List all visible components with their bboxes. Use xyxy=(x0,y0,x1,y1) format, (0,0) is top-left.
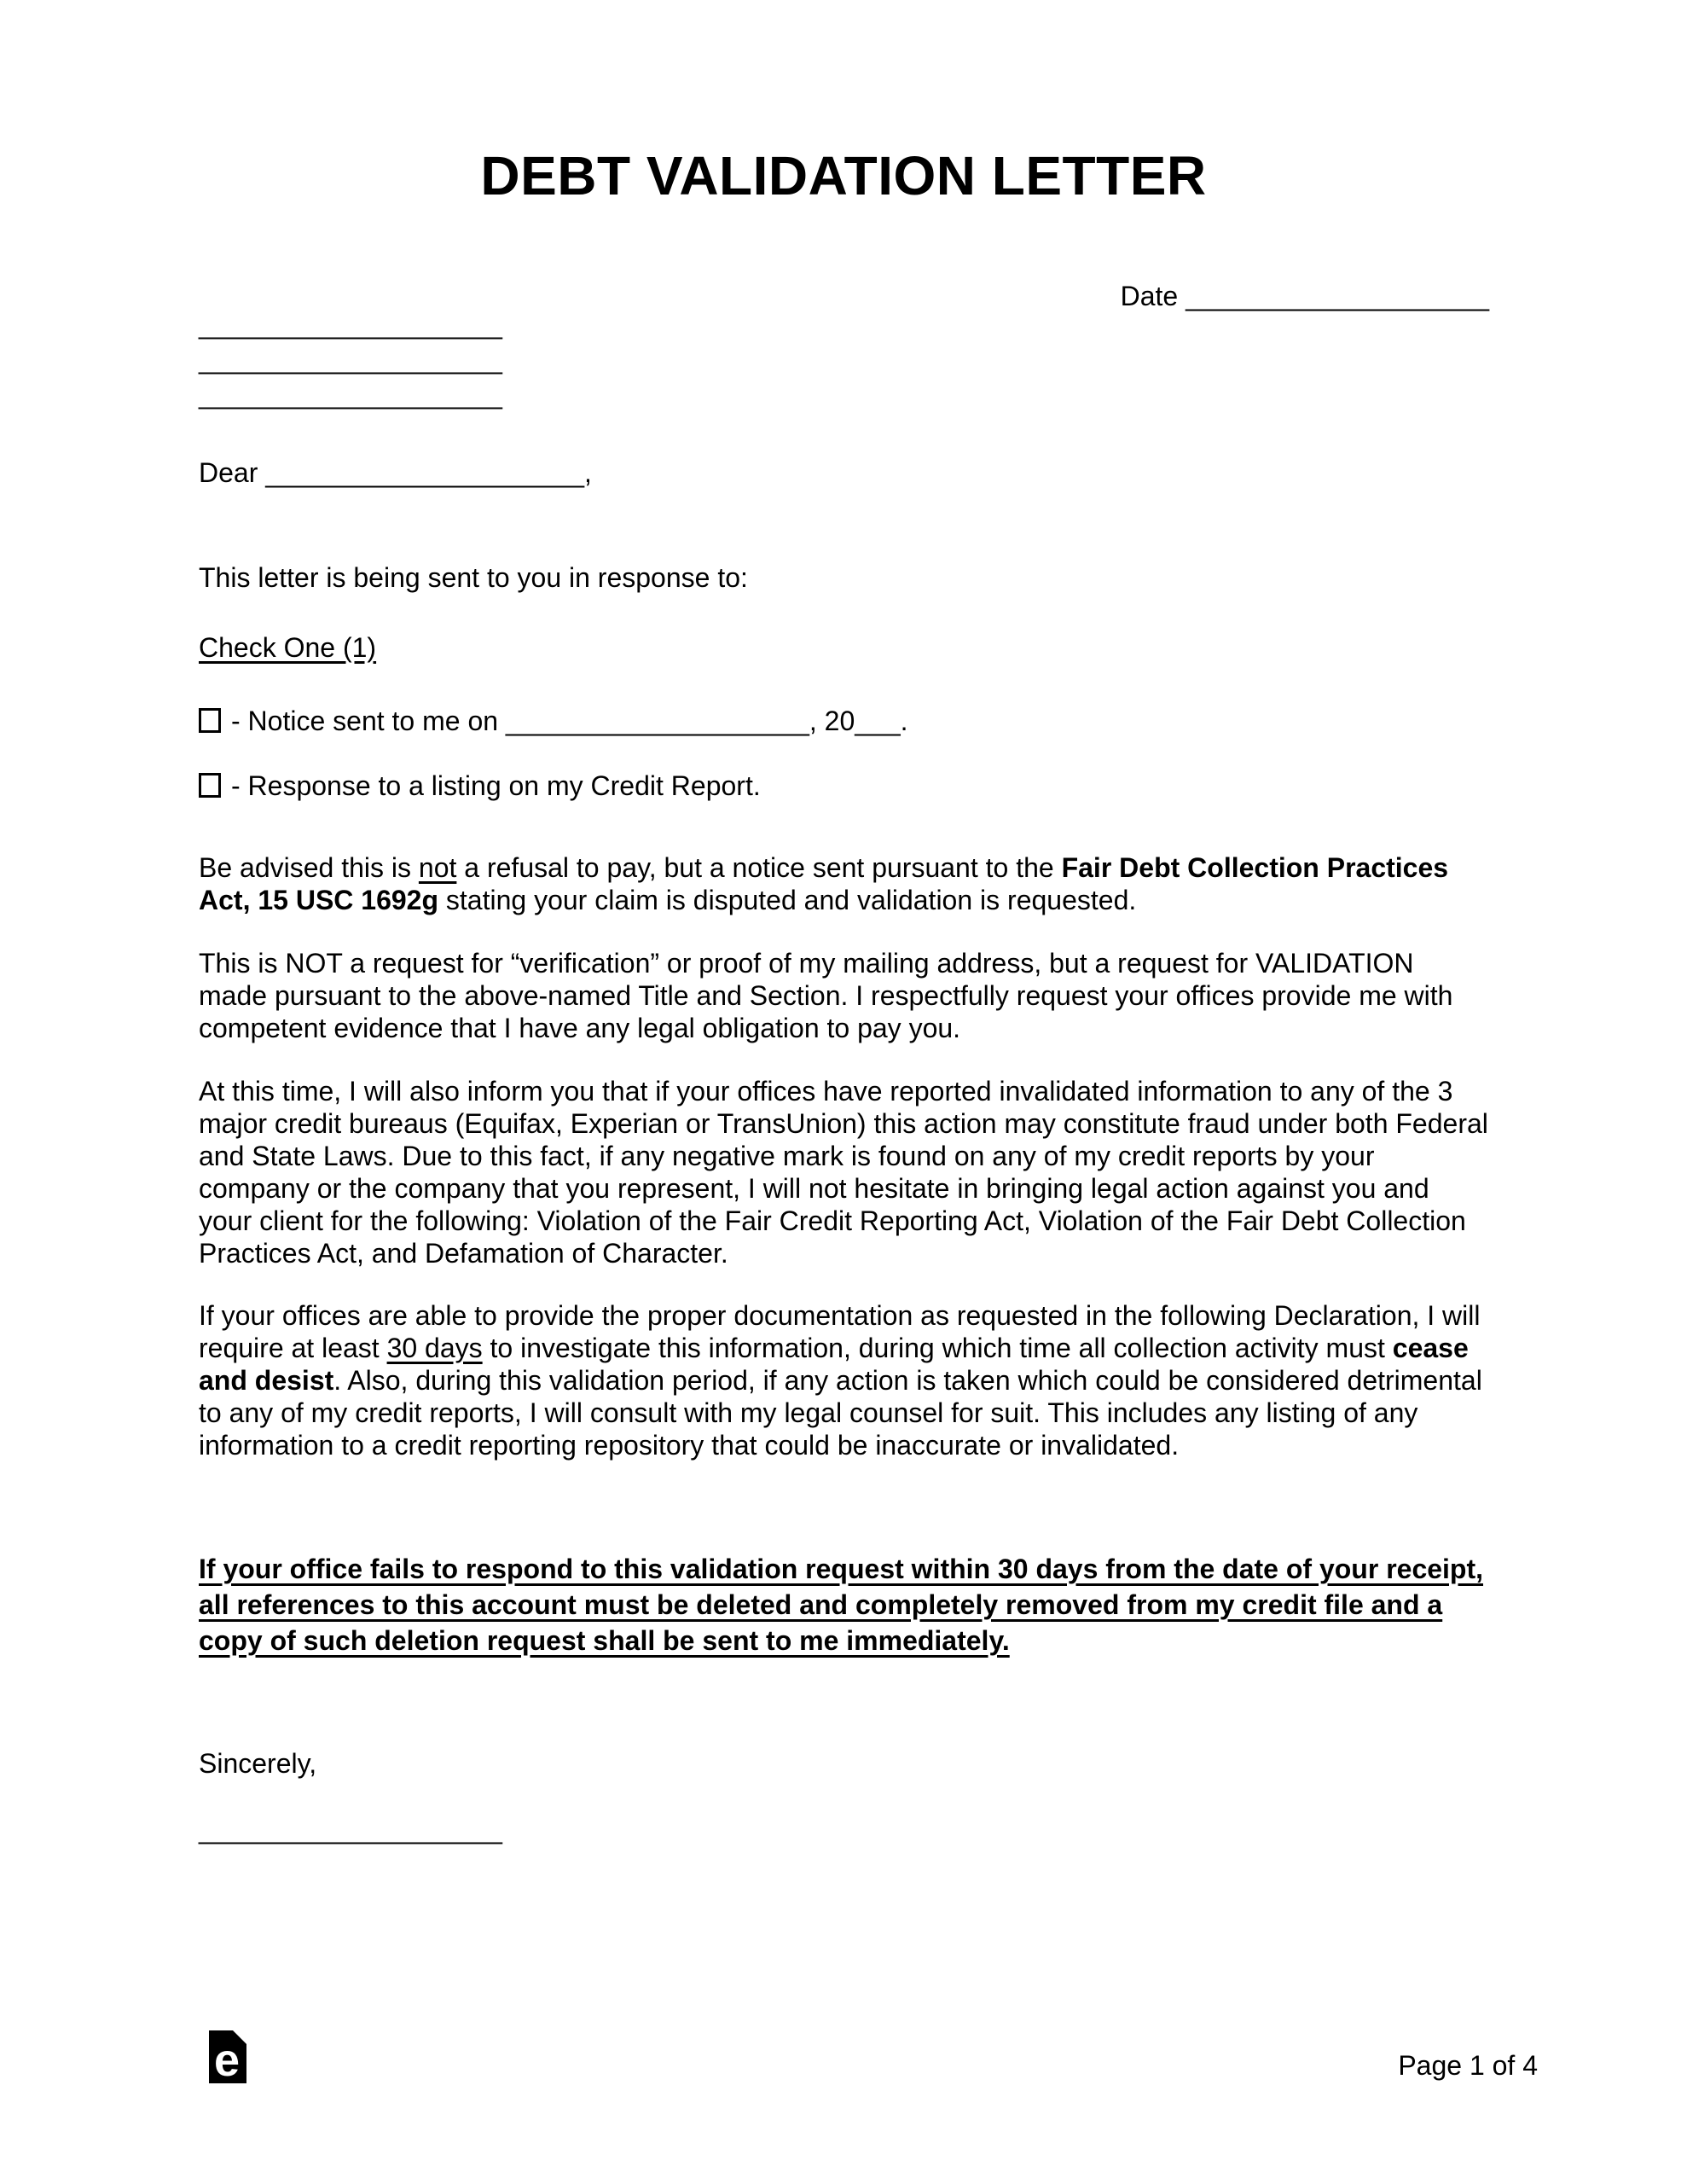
eforms-logo-icon xyxy=(209,2030,246,2083)
salutation-label: Dear xyxy=(199,457,266,488)
para-fdcpa-text: stating your claim is disputed and validation is requested. xyxy=(438,885,1137,915)
page-title: DEBT VALIDATION LETTER xyxy=(480,145,1207,206)
closing-sincerely: Sincerely, xyxy=(199,1748,317,1779)
sender-line-1[interactable]: ____________________ xyxy=(199,309,502,340)
cease-and-desist-bold: cease and desist xyxy=(199,1333,1469,1396)
signature-blank[interactable]: ____________________ xyxy=(199,1814,502,1844)
para-fdcpa-text: Be advised this is xyxy=(199,852,419,883)
checkbox-notice-icon[interactable] xyxy=(199,708,221,733)
signature-blank-line xyxy=(199,1813,1489,1845)
option-credit-report-row xyxy=(199,770,1489,802)
fdcpa-act-bold: Fair Debt Collection Practices Act, 15 USC 1692g xyxy=(199,852,1449,915)
not-underlined: not xyxy=(418,852,457,883)
para-fdcpa-text: a refusal to pay, but a notice sent pursuant to the xyxy=(456,852,1062,883)
para-validation-request: This is NOT a request for “verification” or proof of my mailing address, but a request for VALIDATION made pursuant to the above-named Title and Section. I respectfully request your offices provide me with competent evidence that I have any legal obligation to pay you. xyxy=(199,948,1453,1043)
sender-line-2[interactable]: ____________________ xyxy=(199,344,502,375)
option-notice-text: - Notice sent to me on xyxy=(231,706,506,736)
para-investigation-text: . Also, during this validation period, if any action is taken which could be considered detrimental to any of my credit reports, I will consult with my legal counsel for suit. This includes any listing of any information to a credit reporting repository that could be inaccurate or invalidated. xyxy=(199,1365,1482,1461)
para-fdcpa-notice xyxy=(199,851,1489,916)
footer-page-number: Page 1 of 4 xyxy=(1398,2050,1538,2081)
salutation-line xyxy=(199,456,1489,489)
date-blank[interactable]: ____________________ xyxy=(1186,281,1489,311)
salutation-comma: , xyxy=(583,457,592,488)
para-deletion-demand xyxy=(199,1551,1489,1658)
check-one-label: Check One (1) xyxy=(199,632,377,663)
para-investigation-text: If your offices are able to provide the proper documentation as requested in the following Declaration, I will require at least xyxy=(199,1300,1481,1363)
thirty-days-underlined: 30 days xyxy=(386,1333,483,1363)
sender-line-3[interactable]: ____________________ xyxy=(199,379,502,410)
date-label: Date xyxy=(1120,281,1186,311)
para-investigation-period xyxy=(199,1299,1489,1461)
logo-letter: e xyxy=(213,2035,241,2083)
option-credit-report-text: - Response to a listing on my Credit Report. xyxy=(231,770,761,801)
option-notice-year-prefix: , 20 xyxy=(809,706,855,736)
option-notice-date-blank[interactable]: ____________________ xyxy=(505,706,809,736)
deletion-demand-text: If your office fails to respond to this validation request within 30 days from the date of your receipt, all references to this account must be deleted and completely removed from my credit file and a copy of such deletion request shall be sent to me immediately. xyxy=(199,1554,1484,1656)
salutation-blank[interactable]: _____________________ xyxy=(265,457,584,488)
para-investigation-text: to investigate this information, during which time all collection activity must xyxy=(482,1333,1393,1363)
intro-line: This letter is being sent to you in response to: xyxy=(199,562,748,593)
option-notice-period: . xyxy=(900,706,908,736)
sender-address-block xyxy=(199,307,1489,412)
checkbox-credit-report-icon[interactable] xyxy=(199,773,221,798)
para-credit-bureaus: At this time, I will also inform you that if your offices have reported invalidated information to any of the 3 major credit bureaus (Equifax, Experian or TransUnion) this action may constitute fraud under both Federal and State Laws. Due to this fact, if any negative mark is found on any of my credit reports by your company or the company that you represent, I will not hesitate in bringing legal action against you and your client for the following: Violation of the Fair Credit Reporting Act, Violation of the Fair Debt Collection Practices Act, and Defamation of Character. xyxy=(199,1076,1488,1269)
check-one-heading xyxy=(199,631,1489,664)
option-notice-row xyxy=(199,705,1489,737)
option-notice-year-blank[interactable]: ___ xyxy=(855,706,901,736)
